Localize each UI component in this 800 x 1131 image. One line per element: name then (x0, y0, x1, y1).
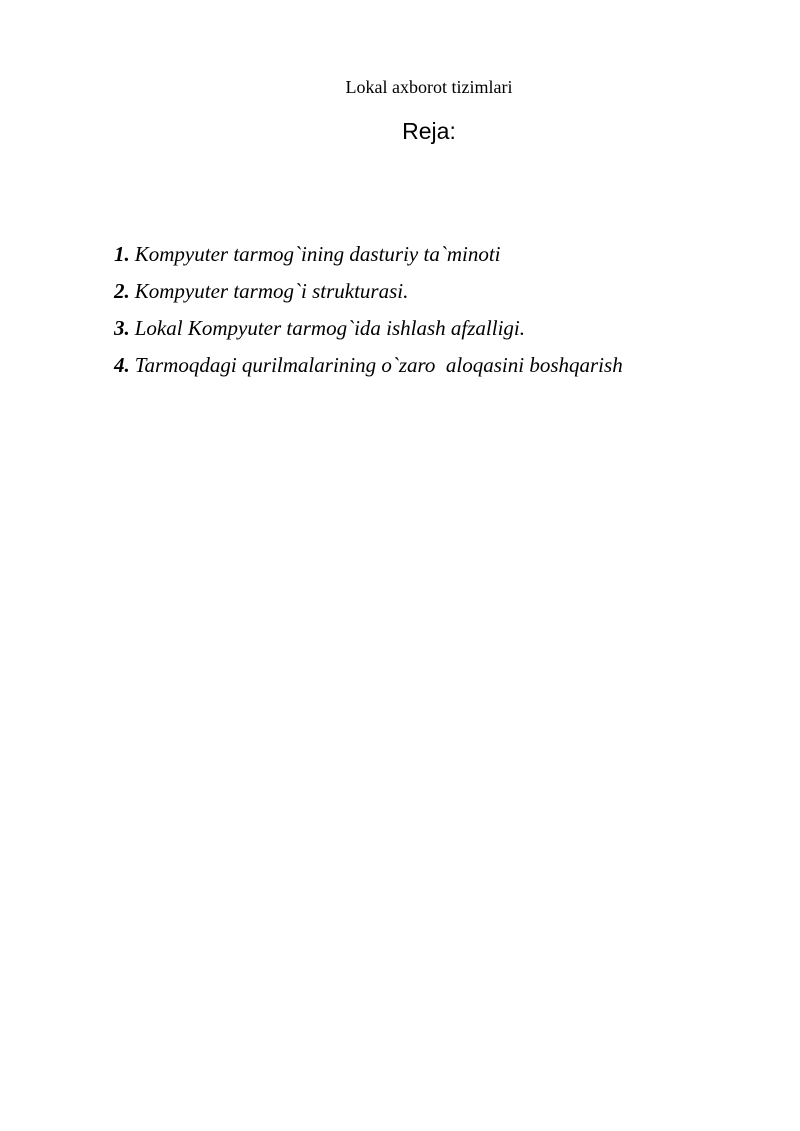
plan-item-4 (114, 347, 674, 384)
plan-item-number: 2. (114, 279, 130, 303)
plan-item-text: Lokal Kompyuter tarmog`ida ishlash afzalligi. (134, 316, 526, 340)
plan-item-number: 4. (114, 353, 130, 377)
plan-item-text: Tarmoqdagi qurilmalarining o`zaro aloqasini boshqarish (134, 353, 623, 377)
plan-list (114, 236, 674, 384)
plan-item-number: 1. (114, 242, 130, 266)
plan-item-text: Kompyuter tarmog`i strukturasi. (134, 279, 409, 303)
document-title: Lokal axborot tizimlari (345, 77, 513, 97)
plan-heading: Reja: (402, 118, 456, 144)
plan-item-1 (114, 236, 674, 273)
plan-item-text: Kompyuter tarmog`ining dasturiy ta`minoti (134, 242, 501, 266)
plan-item-3 (114, 310, 674, 347)
plan-item-number: 3. (114, 316, 130, 340)
plan-item-2 (114, 273, 674, 310)
